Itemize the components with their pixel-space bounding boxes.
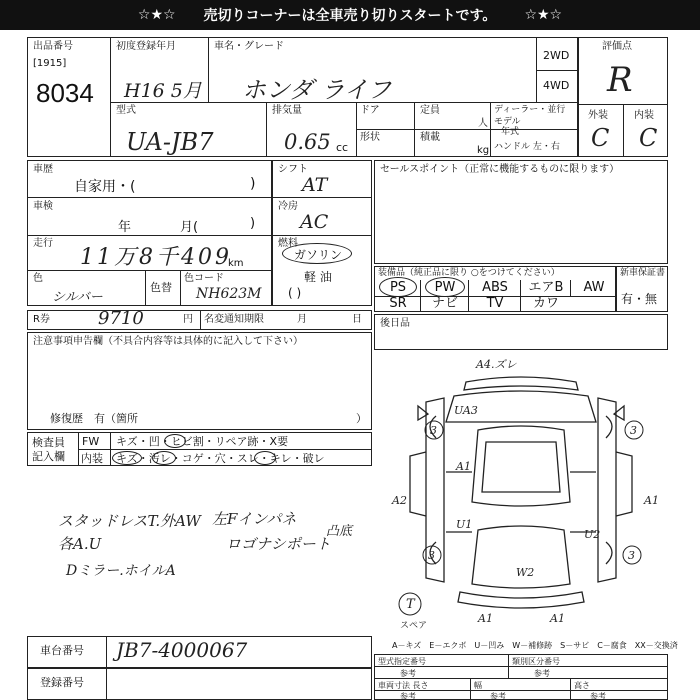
mileage-unit: km [228,258,244,269]
capacity-unit: 人 [478,118,488,129]
damage-fr: 3 [630,424,637,437]
color-label: 色 [33,273,43,284]
chassis-label: 車台番号 [40,644,84,657]
shift-label: シフト [278,164,308,175]
car-name-value: ホンダ ライフ [242,76,392,104]
sales-point-frame [374,160,668,264]
damage-top: A4.ズレ [476,358,517,371]
spare-mark: T [406,597,415,612]
declared-day: 日 [352,314,362,325]
equip-airbag: エアB [528,280,564,295]
spec-model-no: 型式指定番号 [378,657,426,666]
mileage-label: 走行 [33,238,53,249]
dealer-line3: 年式 [501,127,520,137]
fuel-paren: ( ) [288,286,302,300]
car-name-label: 車名・グレード [214,41,284,52]
model-label: 型式 [116,105,136,116]
damage-a1-rear-left: A1 [478,612,493,625]
load-label: 積載 [420,132,440,143]
spec-ref-3: 参考 [400,692,416,700]
lot-label: 出品番号 [33,41,73,52]
recycle-value: 9710 [98,308,144,329]
warranty-value: 有・無 [621,292,658,306]
spec-ref-4: 参考 [490,692,506,700]
equip-ps-circle [379,277,417,297]
damage-ua3: UA3 [454,404,478,417]
equip-abs: ABS [482,280,508,295]
recycle-unit: 円 [183,314,193,325]
chassis-value: JB7-4000067 [116,638,248,662]
lot-sub: [1915] [33,58,67,69]
damage-legend: A－キズ E－エクボ U－凹み W－補修跡 S－サビ C－腐食 XX－交換済 [392,641,678,650]
inspector-int-items: キズ・汚レ・コゲ・穴・スレ・キレ・破レ [116,452,325,465]
banner-stars-left: ☆★☆ [137,7,176,23]
later-docs-label: 後日品 [380,318,410,329]
spec-length: 車両寸法 長さ [378,681,429,690]
registration-label: 登録番号 [40,676,84,689]
inspector-fw-items: キズ・凹・ヒビ割・リペア跡・X要 [116,435,289,448]
inspector-label2: 記入欄 [32,450,65,463]
equip-leather: カワ [532,296,559,311]
header-banner [0,0,700,30]
damage-a1-right: A1 [644,494,659,507]
fuel-gasoline: ガソリン [294,248,343,262]
damage-w2: W2 [516,566,535,579]
model-value: UA-JB7 [126,128,214,156]
drive-4wd: 4WD [543,79,570,92]
note-line4: 左Fインパネ [212,510,297,528]
damage-rr: 3 [628,549,635,562]
mileage-value: 11万8千409 [80,245,232,270]
spare-label: スペア [400,621,428,631]
history-value: 自家用・( [74,179,136,195]
equip-sr: SR [389,296,407,311]
banner-stars-right: ☆★☆ [524,7,563,23]
shaken-label: 車検 [33,201,53,212]
displacement-value: 0.65 [284,130,331,154]
damage-a1-left: A1 [456,460,471,473]
damage-a1-rear-right: A1 [550,612,565,625]
fuel-diesel: 軽 油 [304,270,332,284]
equip-navi: ナビ [431,296,458,311]
notes-repair: 修復歴 有（箇所 [50,412,138,425]
car-damage-diagram [374,352,668,632]
note-line3: Dミラー.ホイルA [66,563,176,579]
capacity-label: 定員 [420,105,440,116]
equipment-label: 装備品（純正品に限り ○をつけてください） [378,268,560,278]
lot-number: 8034 [36,78,94,108]
inspector-fw: FW [82,435,100,448]
damage-rl: 3 [428,549,435,562]
equip-pw-circle [425,277,465,297]
later-docs-frame [374,314,668,350]
color-value: シルバー [52,290,103,305]
banner-title: 売切りコーナーは全車売り切りスタートです。 [203,8,497,24]
note-line2: 各A.U [58,535,102,553]
shape-label: 形状 [360,132,380,143]
shaken-month: 月( [180,220,199,235]
shaken-year: 年 [118,220,132,235]
history-label: 車歴 [33,164,53,175]
damage-u1: U1 [456,518,473,531]
first-reg-value: H16 5月 [124,80,202,102]
note-line6: 凸底 [326,524,353,539]
inspector-int: 内装 [81,452,103,465]
shift-value: AT [302,174,328,196]
declared-label: 名変通知期限 [204,314,264,325]
first-reg-label: 初度登録年月 [116,41,176,52]
spec-ref-2: 参考 [534,669,550,678]
color-change-label: 色替 [150,281,172,294]
note-line1: スタッドレスT.外AW [58,512,201,530]
ac-value: AC [300,211,329,233]
equip-tv: TV [486,296,504,311]
sales-point-label: セールスポイント（正常に機能するものに限ります） [380,164,620,175]
dealer-line2: モデル [494,117,521,127]
rating-label: 評価点 [602,41,632,52]
inspector-label1: 検査員 [32,436,65,449]
notes-label: 注意事項申告欄（不具合内容等は具体的に記入して下さい） [33,336,303,347]
damage-fl: 3 [430,424,437,437]
ac-label: 冷房 [278,201,298,212]
shaken-close: ) [250,216,256,231]
recycle-label: R券 [33,314,50,325]
spec-height: 高さ [574,681,590,690]
dealer-line1: ディーラー・並行 [494,105,566,115]
note-line5: ロゴナシポート [226,535,331,553]
notes-repair-close: ） [356,412,367,425]
displacement-unit: cc [336,141,349,154]
color-code-label: 色コード [184,273,224,284]
rating-ext-label: 外装 [588,110,608,121]
spec-class-no: 類別区分番号 [512,657,560,666]
spec-ref-5: 参考 [590,692,606,700]
color-code: NH623M [196,286,262,302]
history-close: ) [250,176,256,192]
dealer-handle: ハンドル 左・右 [494,142,560,152]
damage-u2: U2 [584,528,601,541]
equip-pw: PW [434,280,456,295]
equip-ps: PS [389,280,407,295]
spec-ref-1: 参考 [400,669,416,678]
declared-month: 月 [297,314,307,325]
equip-aw: AW [583,280,605,295]
spec-width: 幅 [474,681,482,690]
warranty-label: 新車保証書 [620,268,666,278]
rating-int: C [639,124,658,152]
rating-score: R [607,60,633,100]
load-unit: kg [477,145,490,156]
damage-a2: A2 [392,494,407,507]
drive-2wd: 2WD [543,49,570,62]
rating-int-label: 内装 [634,110,654,121]
rating-ext: C [591,124,610,152]
fuel-label: 燃料 [278,238,298,249]
doors-label: ドア [360,105,380,116]
displacement-label: 排気量 [272,105,302,116]
